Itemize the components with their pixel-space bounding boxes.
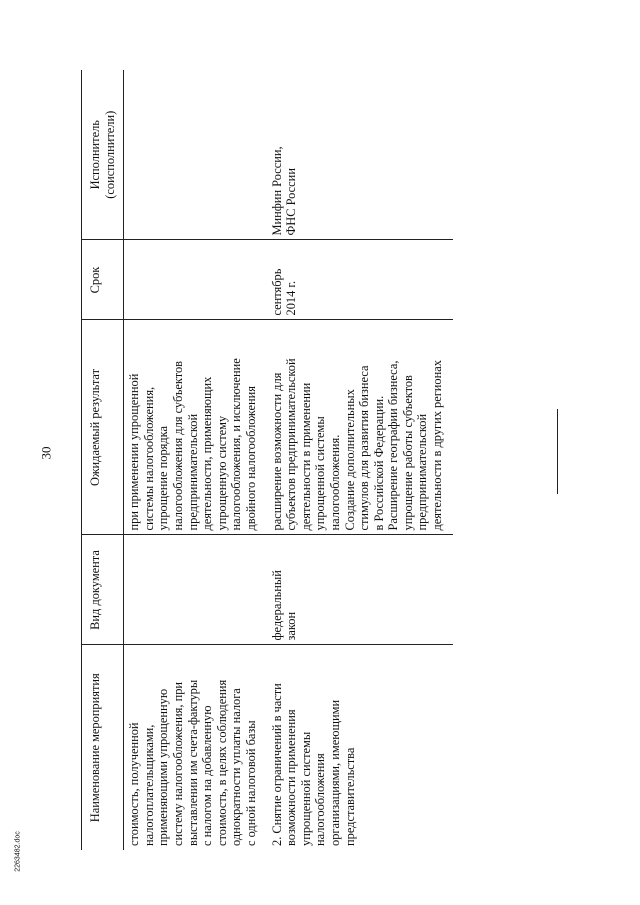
cell-executor (124, 70, 267, 240)
header-result: Ожидаемый результат (82, 320, 124, 535)
cell-doc-type: федеральный закон (267, 535, 453, 645)
header-term: Срок (82, 240, 124, 320)
cell-term: сентябрь 2014 г. (267, 240, 453, 320)
page-number: 30 (38, 446, 54, 460)
divider-line (557, 409, 558, 494)
cell-term (124, 240, 267, 320)
header-doc-type: Вид документа (82, 535, 124, 645)
header-name: Наименование мероприятия (82, 645, 124, 850)
table-row (124, 70, 267, 850)
header-executor: Исполнитель (соисполнители) (82, 70, 124, 240)
table-row (267, 70, 453, 850)
measures-table (81, 70, 453, 850)
cell-result: при применении упрощенной системы налогообложения, упрощение порядка налогообложения для субъектов предпринимательской деятельности, применяющих упрощенную систему налогообложения, и исключение двойного налогообложения (124, 320, 267, 535)
table-header-row (82, 70, 124, 850)
cell-doc-type (124, 535, 267, 645)
cell-name: стоимость, полученной налогоплательщиками, применяющими упрощенную систему налогообложения, при выставлении им счета-фактуры с налогом на добавленную стоимость, в целях соблюдения однократности уплаты налога с одной налоговой базы (127, 679, 258, 846)
cell-name: 2. Снятие ограничений в части возможности применения упрощенной системы налогообложения организациями, имеющими представительства (269, 683, 357, 846)
cell-result: расширение возможности для субъектов предпринимательской деятельности в применении упрощенной системы налогообложения. Создание дополнительных стимулов для развития бизнеса в Российской Федерации. Расширение географии бизнеса, упрощение работы субъектов предпринимательской деятельности в других регионах (267, 320, 453, 535)
cell-executor: Минфин России, ФНС России (267, 70, 453, 240)
document-id: 2263482.doc (14, 831, 22, 872)
rotated-table-container (81, 70, 521, 850)
